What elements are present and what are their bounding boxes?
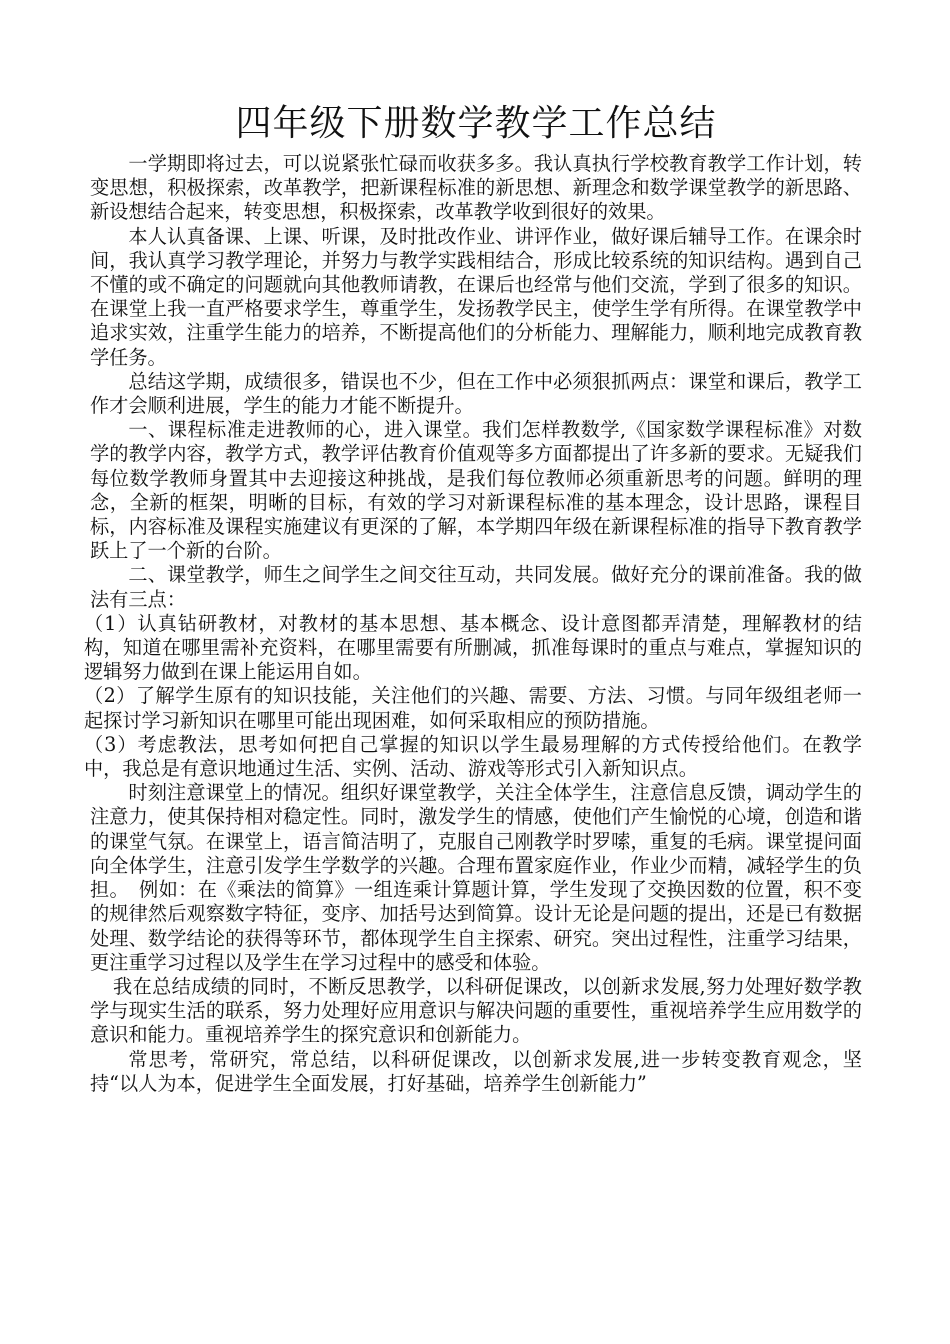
paragraph-work-routine: 本人认真备课、上课、听课，及时批改作业、讲评作业，做好课后辅导工作。在课余时间，我认真学习教学理论，并努力与教学实践相结合，形成比较系统的知识结构。遇到自己不懂的或不确定的问题就向其他教师请教，在课后也经常与他们交流，学到了很多的知识。在课堂上我一直严格要求学生，尊重学生，发扬教学民主，使学生学有所得。在课堂教学中追求实效，注重学生能力的培养，不断提高他们的分析能力、理解能力，顺利地完成教育教学任务。 (90, 224, 862, 369)
paragraph-summary: 总结这学期，成绩很多，错误也不少，但在工作中必须狠抓两点：课堂和课后，教学工作才会顺利进展，学生的能力才能不断提升。 (90, 369, 862, 418)
paragraph-curriculum-standard: 一、课程标准走进教师的心，进入课堂。我们怎样教数学,《国家数学课程标准》对数学的教学内容，教学方式，教学评估教育价值观等多方面都提出了许多新的要求。无疑我们每位数学教师身置其中去迎接这种挑战，是我们每位教师必须重新思考的问题。鲜明的理念，全新的框架，明晰的目标，有效的学习对新课程标准的基本理念，设计思路，课程目标，内容标准及课程实施建议有更深的了解，本学期四年级在新课程标准的指导下教育教学跃上了一个新的台阶。 (90, 418, 862, 563)
paragraph-classroom-situation: 时刻注意课堂上的情况。组织好课堂教学，关注全体学生，注意信息反馈，调动学生的注意力，使其保持相对稳定性。同时，激发学生的情感，使他们产生愉悦的心境，创造和谐的课堂气氛。在课堂上，语言简洁明了，克服自己刚教学时罗嗦，重复的毛病。课堂提问面向全体学生，注意引发学生学数学的兴趣。合理布置家庭作业，作业少而精，减轻学生的负担。 例如：在《乘法的简算》一组连乘计算题计算，学生发现了交换因数的位置，积不变的规律然后观察数字特征，变序、加括号达到简算。设计无论是问题的提出，还是已有数据处理、数学结论的获得等环节，都体现学生自主探索、研究。突出过程性，注重学习结果，更注重学习过程以及学生在学习过程中的感受和体验。 (90, 781, 862, 974)
paragraph-reflection: 我在总结成绩的同时，不断反思教学，以科研促课改，以创新求发展,努力处理好数学教学与现实生活的联系，努力处理好应用意识与解决问题的重要性，重视培养学生应用数学的意识和能力。重视培养学生的探究意识和创新能力。 (90, 974, 862, 1047)
paragraph-classroom-teaching: 二、课堂教学，师生之间学生之间交往互动，共同发展。做好充分的课前准备。我的做法有三点： (90, 563, 862, 611)
list-item-study-materials: （1）认真钻研教材，对教材的基本思想、基本概念、设计意图都弄清楚，理解教材的结构，知道在哪里需补充资料，在哪里需要有所删减，抓准每课时的重点与难点，掌握知识的逻辑努力做到在课上能运用自如。 (84, 611, 862, 684)
paragraph-conclusion: 常思考，常研究，常总结，以科研促课改，以创新求发展,进一步转变教育观念，坚持“以人为本，促进学生全面发展，打好基础，培养学生创新能力” (90, 1047, 862, 1095)
document-page (84, 100, 862, 1096)
paragraph-intro: 一学期即将过去，可以说紧张忙碌而收获多多。我认真执行学校教育教学工作计划，转变思想，积极探索，改革教学，把新课程标准的新思想、新理念和数学课堂教学的新思路、新设想结合起来，转变思想，积极探索，改革教学收到很好的效果。 (90, 152, 862, 224)
document-title: 四年级下册数学教学工作总结 (235, 103, 717, 144)
list-item-teaching-methods: （3）考虑教法，思考如何把自己掌握的知识以学生最易理解的方式传授给他们。在教学中，我总是有意识地通过生活、实例、活动、游戏等形式引入新知识点。 (84, 732, 862, 781)
list-item-understand-students: （2）了解学生原有的知识技能，关注他们的兴趣、需要、方法、习惯。与同年级组老师一起探讨学习新知识在哪里可能出现困难，如何采取相应的预防措施。 (84, 684, 862, 732)
